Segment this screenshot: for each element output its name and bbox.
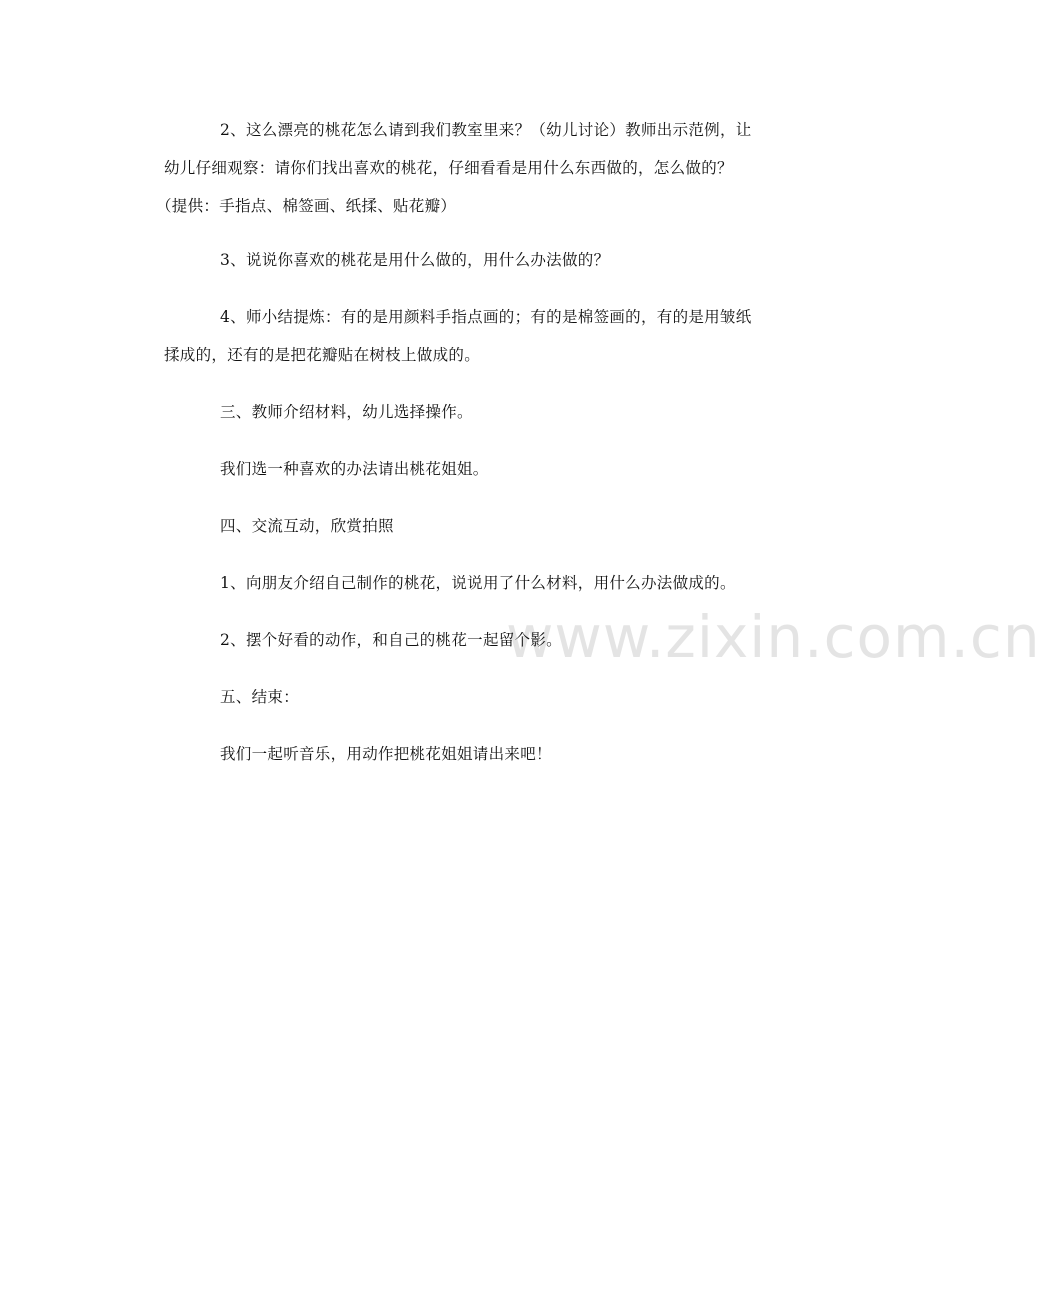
paragraph-line: 4、师小结提炼：有的是用颜料手指点画的；有的是棉签画的，有的是用皱纸: [220, 308, 752, 326]
paragraph-ending: [164, 735, 774, 773]
paragraph-line: 1、向朋友介绍自己制作的桃花，说说用了什么材料，用什么办法做成的。: [220, 574, 736, 592]
section-heading-3: [164, 393, 774, 431]
paragraph-line: 2、这么漂亮的桃花怎么请到我们教室里来？（幼儿讨论）教师出示范例，让: [220, 121, 752, 139]
watermark: www.zixin.com.cn: [506, 603, 1041, 671]
paragraph-line: 我们一起听音乐，用动作把桃花姐姐请出来吧！: [220, 745, 552, 763]
paragraph-share-2: [164, 621, 774, 659]
heading-line: 五、结束：: [220, 688, 300, 706]
paragraph-step-3: [164, 241, 774, 279]
paragraph-step-4: [164, 298, 774, 374]
paragraph-line: （提供：手指点、棉签画、纸揉、贴花瓣）: [156, 197, 457, 215]
section-heading-5: [164, 678, 774, 716]
paragraph-line: 2、摆个好看的动作，和自己的桃花一起留个影。: [220, 631, 562, 649]
section-heading-4: [164, 507, 774, 545]
paragraph-line: 揉成的，还有的是把花瓣贴在树枝上做成的。: [164, 346, 481, 364]
paragraph-share-1: [164, 564, 774, 602]
paragraph-line: 幼儿仔细观察：请你们找出喜欢的桃花，仔细看看是用什么东西做的，怎么做的？: [164, 159, 733, 177]
paragraph-invite: [164, 450, 774, 488]
paragraph-line: 我们选一种喜欢的办法请出桃花姐姐。: [220, 460, 489, 478]
heading-line: 四、交流互动，欣赏拍照: [220, 517, 394, 535]
paragraph-step-2: [156, 111, 774, 225]
paragraph-line: 3、说说你喜欢的桃花是用什么做的，用什么办法做的？: [220, 251, 610, 269]
heading-line: 三、教师介绍材料，幼儿选择操作。: [220, 403, 473, 421]
